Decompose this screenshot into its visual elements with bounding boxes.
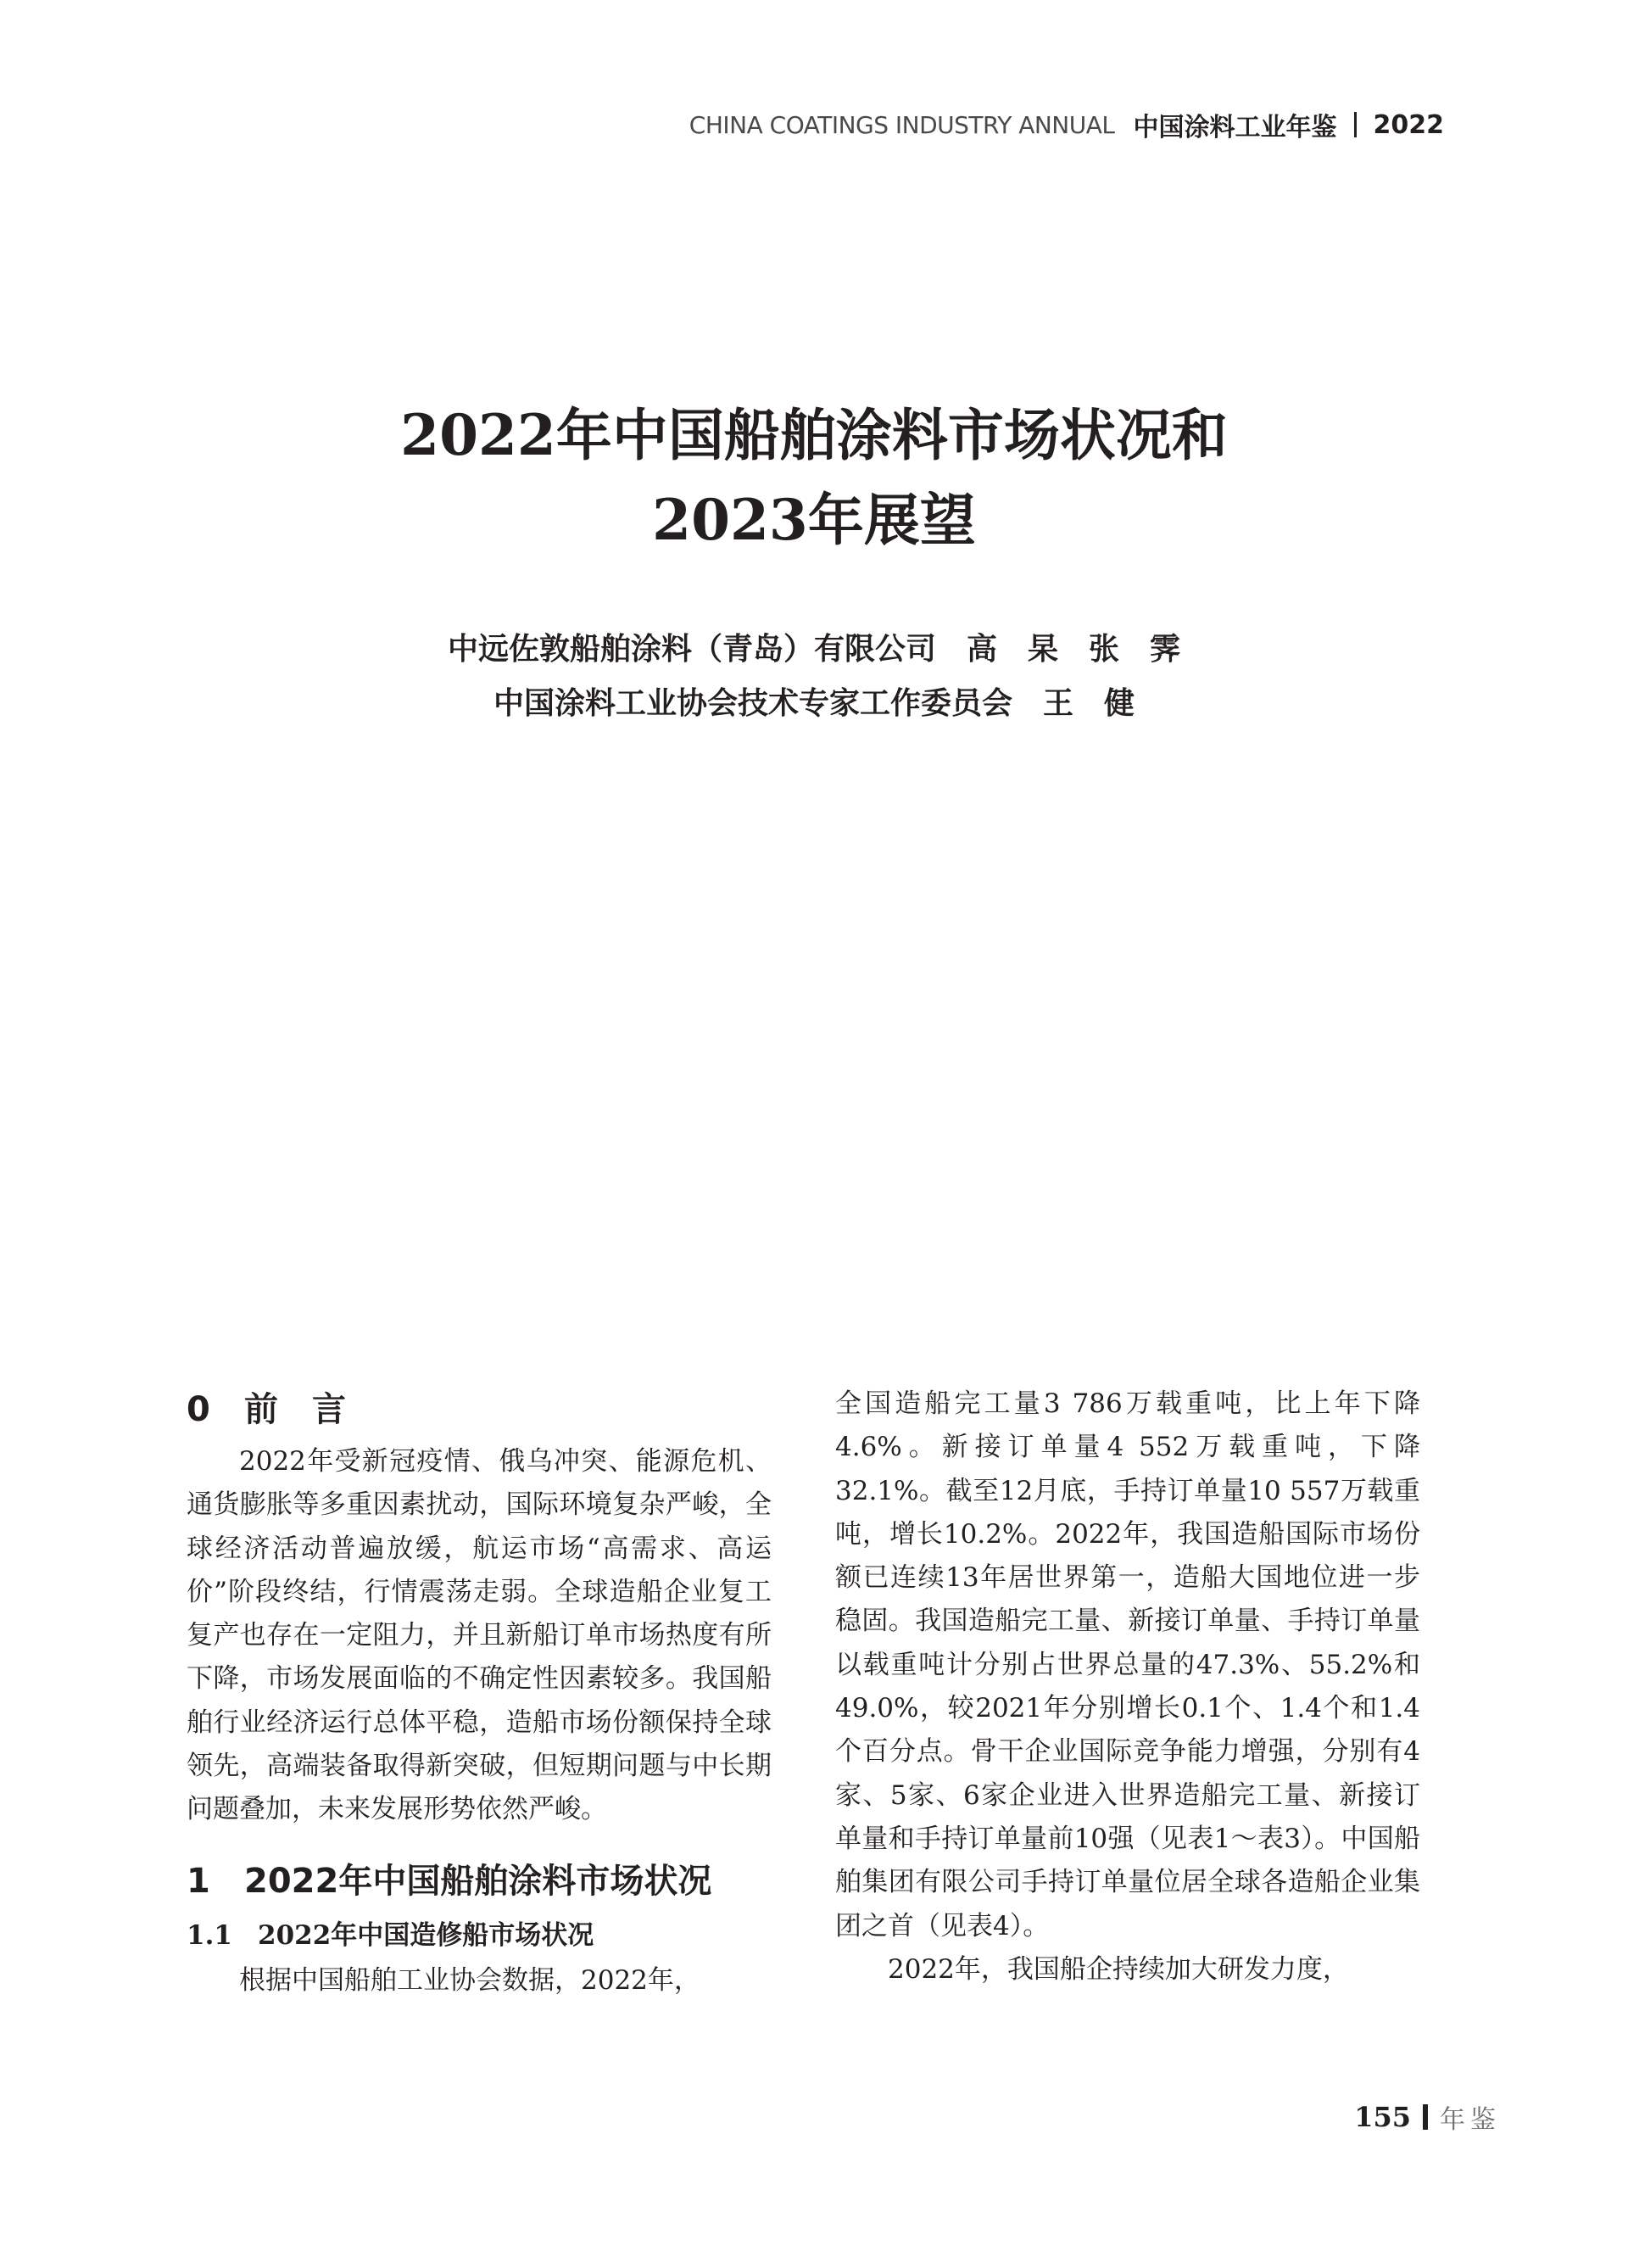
section-heading-0 (187, 1383, 772, 1437)
author-line1: 中远佐敦船舶涂料（青岛）有限公司 高 杲 张 霁 (447, 632, 1180, 667)
section-title: 前 言 (244, 1390, 346, 1429)
subsection-number: 1.1 (187, 1919, 232, 1951)
section-title: 2022年中国船舶涂料市场状况 (244, 1861, 712, 1901)
page-footer (1354, 2098, 1501, 2136)
paragraph-rnd-start: 2022年，我国船企持续加大研发力度， (888, 1953, 1349, 1985)
footer-label: 年鉴 (1440, 2105, 1501, 2135)
section-heading-1 (187, 1854, 772, 1908)
right-column (835, 1383, 1420, 1991)
paragraph-shipbuilding-start: 根据中国船舶工业协会数据，2022年， (239, 1964, 700, 1996)
paragraph-preface: 2022年受新冠疫情、俄乌冲突、能源危机、通货膨胀等多重因素扰动，国际环境复杂严峻，全球经济活动普遍放缓，航运市场“高需求、高运价”阶段终结，行情震荡走弱。全球造船企业复工复产也存在一定阻力，并且新船订单市场热度有所下降，市场发展面临的不确定性因素较多。我国船舶行业经济运行总体平稳，造船市场份额保持全球领先，高端装备取得新突破，但短期问题与中长期问题叠加，未来发展形势依然严峻。 (187, 1446, 772, 1825)
paragraph-shipbuilding-continued: 全国造船完工量3 786万载重吨，比上年下降4.6%。新接订单量4 552万载重吨，下降32.1%。截至12月底，手持订单量10 557万载重吨，增长10.2%。2022年，我国造船国际市场份额已连续13年居世界第一，造船大国地位进一步稳固。我国造船完工量、新接订单量、手持订单量以载重吨计分别占世界总量的47.3%、55.2%和49.0%，较2021年分别增长0.1个、1.4个和1.4个百分点。骨干企业国际竞争能力增强，分别有4家、5家、6家企业进入世界造船完工量、新接订单量和手持订单量前10强（见表1～表3）。中国船舶集团有限公司手持订单量位居全球各造船企业集团之首（见表4）。 (835, 1388, 1420, 1941)
header-year: 2022 (1373, 109, 1444, 140)
section-number: 1 (187, 1861, 210, 1901)
subsection-title: 2022年中国造修船市场状况 (258, 1919, 594, 1951)
header-english-title: CHINA COATINGS INDUSTRY ANNUAL (689, 110, 1115, 139)
subsection-heading-1-1 (187, 1912, 772, 1959)
page-number: 155 (1354, 2101, 1411, 2133)
article-title-line2: 2023年展望 (652, 487, 976, 553)
footer-divider (1423, 2104, 1428, 2130)
header-chinese-title: 中国涂料工业年鉴 (1133, 113, 1337, 142)
section-number: 0 (187, 1390, 210, 1429)
article-title-line1: 2022年中国船舶涂料市场状况和 (400, 402, 1228, 468)
header-divider (1354, 112, 1357, 137)
author-line2: 中国涂料工业协会技术专家工作委员会 王 健 (493, 686, 1135, 721)
left-column (187, 1383, 772, 2003)
running-header (689, 108, 1444, 142)
